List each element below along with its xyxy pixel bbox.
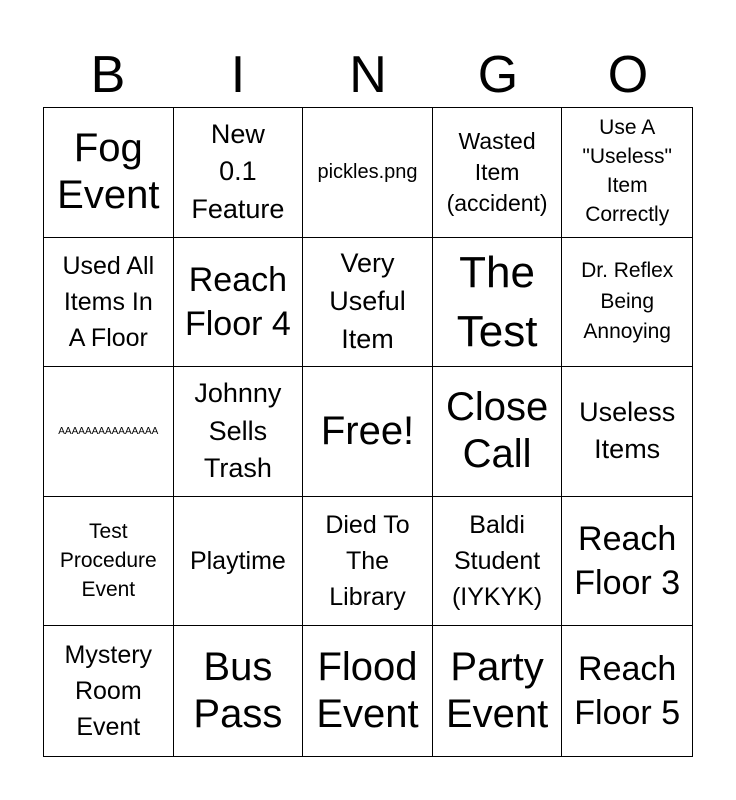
bingo-cell[interactable]: Reach Floor 4 bbox=[174, 238, 304, 368]
bingo-cell[interactable]: Died To The Library bbox=[303, 497, 433, 627]
header-letter-o: O bbox=[607, 46, 649, 104]
bingo-cell[interactable]: Test Procedure Event bbox=[44, 497, 174, 627]
bingo-cell[interactable]: Close Call bbox=[433, 367, 563, 497]
bingo-board bbox=[43, 107, 693, 757]
header-letter-n: N bbox=[349, 46, 387, 104]
bingo-cell[interactable]: Use A "Useless" Item Correctly bbox=[562, 108, 692, 238]
bingo-cell[interactable]: Reach Floor 5 bbox=[574, 650, 681, 733]
bingo-cell[interactable]: Johnny Sells Trash bbox=[174, 367, 304, 497]
header-letter-g: G bbox=[477, 46, 519, 104]
bingo-cell[interactable]: Useless Items bbox=[562, 367, 692, 497]
bingo-header bbox=[43, 42, 693, 108]
bingo-cell[interactable]: pickles.png bbox=[303, 108, 433, 238]
bingo-cell[interactable]: Playtime bbox=[174, 497, 304, 627]
bingo-cell[interactable]: Bus Pass bbox=[174, 626, 304, 756]
bingo-cell[interactable]: Flood Event bbox=[303, 626, 433, 756]
bingo-cell[interactable]: AAAAAAAAAAAAAAA bbox=[44, 367, 174, 497]
bingo-cell[interactable]: New 0.1 Feature bbox=[174, 108, 304, 238]
bingo-cell[interactable]: Party Event bbox=[433, 626, 563, 756]
bingo-cell[interactable]: Fog Event bbox=[44, 108, 174, 238]
bingo-cell[interactable]: Reach Floor 3 bbox=[562, 497, 692, 627]
bingo-cell[interactable]: Baldi Student (IYKYK) bbox=[433, 497, 563, 627]
bingo-cell[interactable]: Mystery Room Event bbox=[44, 626, 174, 756]
bingo-cell[interactable]: Free! bbox=[303, 367, 433, 497]
header-letter-i: I bbox=[230, 46, 246, 104]
bingo-cell[interactable]: Wasted Item (accident) bbox=[433, 108, 563, 238]
bingo-cell[interactable]: Very Useful Item bbox=[303, 238, 433, 368]
bingo-cell[interactable]: Used All Items In A Floor bbox=[44, 238, 174, 368]
bingo-cell[interactable]: Dr. Reflex Being Annoying bbox=[562, 238, 692, 368]
header-letter-b: B bbox=[90, 46, 126, 104]
bingo-cell[interactable]: The Test bbox=[433, 238, 563, 368]
